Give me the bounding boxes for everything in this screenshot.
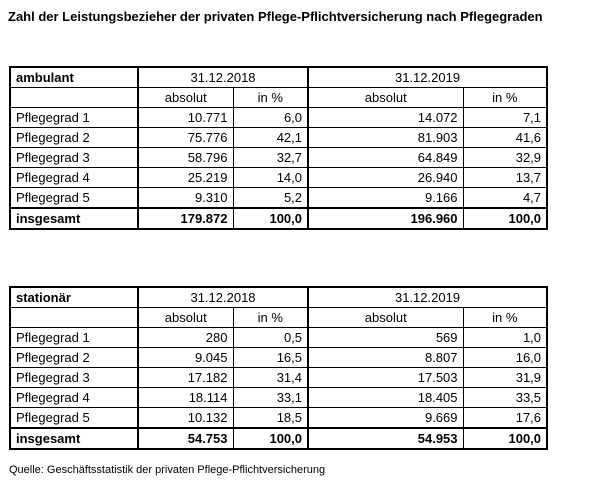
date-2018-header: 31.12.2018	[138, 287, 308, 308]
abs-2018: 18.114	[138, 388, 233, 408]
table-row	[10, 108, 547, 128]
ambulant-table	[9, 66, 548, 230]
pct-2019: 17,6	[463, 408, 547, 429]
table-row	[10, 188, 547, 209]
table-subheader-row	[10, 88, 547, 108]
col-absolut-2019: absolut	[308, 88, 463, 108]
row-label: Pflegegrad 1	[10, 108, 138, 128]
table-row	[10, 388, 547, 408]
table-row	[10, 408, 547, 429]
pct-2018: 14,0	[233, 168, 308, 188]
pct-2019: 1,0	[463, 328, 547, 348]
row-label: Pflegegrad 5	[10, 408, 138, 429]
pct-2019: 7,1	[463, 108, 547, 128]
table-row	[10, 328, 547, 348]
table-row	[10, 148, 547, 168]
total-label: insgesamt	[10, 428, 138, 449]
empty-cell	[10, 88, 138, 108]
table-row	[10, 168, 547, 188]
abs-2019: 64.849	[308, 148, 463, 168]
pct-2019: 32,9	[463, 148, 547, 168]
abs-2019: 26.940	[308, 168, 463, 188]
pct-2018: 16,5	[233, 348, 308, 368]
total-pct-2019: 100,0	[463, 428, 547, 449]
abs-2019: 18.405	[308, 388, 463, 408]
total-abs-2018: 179.872	[138, 208, 233, 229]
col-percent-2018: in %	[233, 308, 308, 328]
total-pct-2018: 100,0	[233, 428, 308, 449]
pct-2019: 31,9	[463, 368, 547, 388]
row-label: Pflegegrad 4	[10, 388, 138, 408]
total-abs-2019: 196.960	[308, 208, 463, 229]
pct-2019: 13,7	[463, 168, 547, 188]
abs-2019: 81.903	[308, 128, 463, 148]
abs-2018: 25.219	[138, 168, 233, 188]
col-percent-2019: in %	[463, 308, 547, 328]
col-absolut-2018: absolut	[138, 308, 233, 328]
col-percent-2019: in %	[463, 88, 547, 108]
table-header-row	[10, 287, 547, 308]
pct-2019: 33,5	[463, 388, 547, 408]
total-label: insgesamt	[10, 208, 138, 229]
abs-2018: 9.310	[138, 188, 233, 209]
abs-2019: 8.807	[308, 348, 463, 368]
abs-2018: 58.796	[138, 148, 233, 168]
row-label: Pflegegrad 2	[10, 128, 138, 148]
col-absolut-2018: absolut	[138, 88, 233, 108]
pct-2019: 16,0	[463, 348, 547, 368]
stationaer-table	[9, 286, 548, 450]
empty-cell	[10, 308, 138, 328]
pct-2018: 0,5	[233, 328, 308, 348]
abs-2019: 569	[308, 328, 463, 348]
abs-2018: 10.132	[138, 408, 233, 429]
total-abs-2018: 54.753	[138, 428, 233, 449]
row-label: Pflegegrad 1	[10, 328, 138, 348]
pct-2018: 18,5	[233, 408, 308, 429]
total-row	[10, 428, 547, 449]
abs-2019: 9.166	[308, 188, 463, 209]
source-note: Quelle: Geschäftsstatistik der privaten Pflege-Pflichtversicherung	[9, 464, 326, 476]
date-2018-header: 31.12.2018	[138, 67, 308, 88]
abs-2019: 9.669	[308, 408, 463, 429]
abs-2019: 14.072	[308, 108, 463, 128]
pct-2018: 5,2	[233, 188, 308, 209]
total-pct-2018: 100,0	[233, 208, 308, 229]
pct-2019: 4,7	[463, 188, 547, 209]
row-label: Pflegegrad 3	[10, 148, 138, 168]
table-subheader-row	[10, 308, 547, 328]
col-absolut-2019: absolut	[308, 308, 463, 328]
abs-2018: 10.771	[138, 108, 233, 128]
abs-2018: 75.776	[138, 128, 233, 148]
date-2019-header: 31.12.2019	[308, 287, 547, 308]
total-pct-2019: 100,0	[463, 208, 547, 229]
abs-2018: 280	[138, 328, 233, 348]
abs-2019: 17.503	[308, 368, 463, 388]
col-percent-2018: in %	[233, 88, 308, 108]
total-abs-2019: 54.953	[308, 428, 463, 449]
pct-2018: 32,7	[233, 148, 308, 168]
section-label: ambulant	[10, 67, 138, 88]
pct-2018: 42,1	[233, 128, 308, 148]
page-title: Zahl der Leistungsbezieher der privaten Pflege-Pflichtversicherung nach Pflegegraden	[8, 9, 543, 24]
row-label: Pflegegrad 3	[10, 368, 138, 388]
total-row	[10, 208, 547, 229]
pct-2018: 33,1	[233, 388, 308, 408]
table-header-row	[10, 67, 547, 88]
abs-2018: 17.182	[138, 368, 233, 388]
pct-2019: 41,6	[463, 128, 547, 148]
row-label: Pflegegrad 4	[10, 168, 138, 188]
abs-2018: 9.045	[138, 348, 233, 368]
table-row	[10, 368, 547, 388]
table-row	[10, 348, 547, 368]
pct-2018: 6,0	[233, 108, 308, 128]
pct-2018: 31,4	[233, 368, 308, 388]
row-label: Pflegegrad 5	[10, 188, 138, 209]
row-label: Pflegegrad 2	[10, 348, 138, 368]
section-label: stationär	[10, 287, 138, 308]
table-row	[10, 128, 547, 148]
date-2019-header: 31.12.2019	[308, 67, 547, 88]
